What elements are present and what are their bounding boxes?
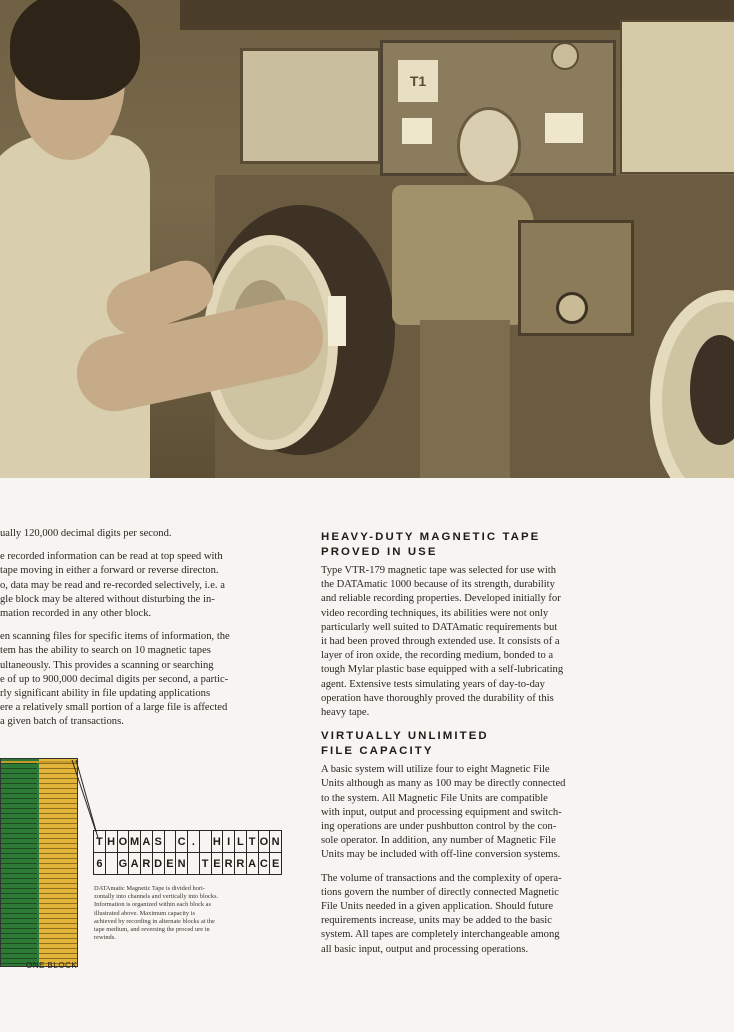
grid-cell: O (117, 830, 130, 853)
grid-cell: D (152, 852, 165, 875)
grid-cell: T (93, 830, 106, 853)
tape-head-cover (392, 185, 534, 325)
grid-cell: L (234, 830, 247, 853)
text-line: to the system. All Magnetic File Units are compatible (321, 792, 548, 804)
grid-cell: A (246, 852, 259, 875)
one-block-label: ONE BLOCK (26, 961, 78, 970)
text-line: File Units needed in a given application. Should future (321, 901, 554, 913)
right-column (321, 530, 637, 966)
text-line: o, data may be read and re-recorded selectively, i.e. a (0, 579, 225, 591)
diagram-caption (94, 885, 284, 942)
panel-card (402, 118, 432, 144)
text-line: heavy tape. (321, 707, 370, 719)
grid-cell: R (222, 852, 235, 875)
character-grid (94, 831, 282, 875)
grid-cell: H (211, 830, 224, 853)
caption-line: illustrated above. Maximum capacity is (94, 909, 195, 917)
grid-cell: E (269, 852, 282, 875)
text-line: e of up to 900,000 decimal digits per second, a partic- (0, 673, 229, 685)
caption-line: zontally into channels and vertically into blocks. (94, 893, 219, 901)
heading-line: HEAVY-DUTY MAGNETIC TAPE (321, 531, 541, 543)
grid-cell: C (258, 852, 271, 875)
text-line: system. All tapes are completely interchangeable among (321, 929, 560, 941)
grid-cell: 6 (93, 852, 106, 875)
grid-cell: E (211, 852, 224, 875)
text-line: a given batch of transactions. (0, 716, 124, 728)
text-line: en scanning files for specific items of information, the (0, 631, 230, 643)
text-line: e recorded information can be read at top speed with (0, 551, 223, 563)
heading-line: VIRTUALLY UNLIMITED (321, 730, 489, 743)
grid-cell: N (175, 852, 188, 875)
text-line: rly significant ability in file updating applications (0, 688, 211, 700)
spindle-knob-icon (556, 292, 588, 324)
grid-cell: R (140, 852, 153, 875)
grid-cell: I (222, 830, 235, 853)
callout-lines (70, 760, 100, 840)
text-line: agent. Extensive tests simulating years of day-to-day (321, 678, 545, 690)
grid-cell: G (117, 852, 130, 875)
grid-cell: T (246, 830, 259, 853)
grid-cell: H (105, 830, 118, 853)
text-line: ually 120,000 decimal digits per second. (0, 528, 172, 539)
tape-channels-green (1, 759, 37, 966)
paragraph (321, 872, 637, 957)
text-line: operation have thoroughly proved the durability of this (321, 692, 554, 704)
text-line: all basic input, output and processing operations. (321, 943, 529, 955)
panel-card (545, 113, 583, 143)
text-line: ultaneously. This provides a scanning or searching (0, 659, 214, 671)
text-line: with input, output and processing equipment and switch- (321, 806, 562, 818)
caption-line: achieved by recording in alternate blocks at the (94, 917, 215, 925)
text-line: tape moving in either a forward or reverse directon. (0, 565, 219, 577)
caption-line: Information is organized within each block as (94, 901, 212, 909)
heading-line: FILE CAPACITY (321, 744, 434, 757)
text-line: tem has the ability to search on 10 magnetic tapes (0, 645, 211, 657)
nameplate-panel (240, 48, 381, 164)
text-line: ere a relatively small portion of a large file is affected (0, 702, 228, 714)
grid-cell: . (187, 830, 200, 853)
panel-label: T1 (398, 60, 438, 102)
dial-icon (457, 107, 521, 185)
paragraph (321, 564, 637, 720)
photo-operator-loading-tape-reel (0, 0, 734, 478)
grid-cell: A (140, 830, 153, 853)
left-column (0, 527, 292, 739)
grid-cell: R (234, 852, 247, 875)
text-line: it had been proved through extended use. It consists of a (321, 636, 560, 648)
grid-cell: S (152, 830, 165, 853)
paragraph (321, 763, 637, 862)
text-line: sole operator. In addition, any number of Magnetic File (321, 835, 556, 847)
text-line: and reliable recording properties. Developed initially for (321, 593, 561, 605)
tape-edge (1, 761, 77, 763)
paragraph (0, 550, 292, 621)
text-line: video recording techniques, its abilities were not only (321, 607, 549, 619)
text-line: Units although as many as 100 may be directly connected (321, 778, 566, 790)
magnetic-tape-strip (0, 758, 78, 967)
text-line: tough Mylar plastic base equipped with a self-lubricating (321, 664, 564, 676)
grid-cell: C (175, 830, 188, 853)
operator-hair (10, 0, 140, 100)
text-line: the DATAmatic 1000 because of its strength, durability (321, 579, 555, 591)
text-line: requirements increase, units may be added to the basic (321, 915, 552, 927)
text-line: ing operations are under pushbutton control by the con- (321, 821, 557, 833)
caption-line: tape medium, and reversing the proced ure in (94, 926, 210, 934)
paragraph (0, 630, 292, 729)
caption-line: DATAmatic Magnetic Tape is divided hori- (94, 885, 205, 892)
paragraph (0, 527, 292, 541)
section-heading (321, 530, 637, 559)
text-line: particularly well suited to DATAmatic requirements but (321, 621, 558, 633)
heading-line: PROVED IN USE (321, 545, 438, 558)
grid-row (94, 831, 282, 853)
text-line: The volume of transactions and the complexity of opera- (321, 872, 562, 884)
grid-cell: T (199, 852, 212, 875)
grid-cell: E (164, 852, 177, 875)
tape-block-diagram (0, 748, 300, 988)
text-line: layer of iron oxide, the recording medium, bonded to a (321, 650, 554, 662)
text-line: mation recorded in any other block. (0, 608, 152, 620)
grid-cell: O (258, 830, 271, 853)
grid-cell: A (128, 852, 141, 875)
text-line: gle block may be altered without disturbing the in- (0, 593, 215, 605)
tape-card (328, 296, 346, 346)
text-line: Type VTR-179 magnetic tape was selected for use with (321, 565, 556, 576)
grid-cell: M (128, 830, 141, 853)
tape-column (420, 320, 510, 478)
text-line: Units may be included with off-line conversion systems. (321, 849, 561, 861)
text-line: tions govern the number of directly connected Magnetic (321, 886, 559, 898)
grid-cell: N (269, 830, 282, 853)
text-line: A basic system will utilize four to eight Magnetic File (321, 764, 550, 776)
knob-icon (551, 42, 579, 70)
switch-panel (620, 20, 734, 174)
section-heading (321, 729, 637, 758)
grid-row (94, 853, 282, 875)
caption-line: rewinds. (94, 934, 116, 942)
